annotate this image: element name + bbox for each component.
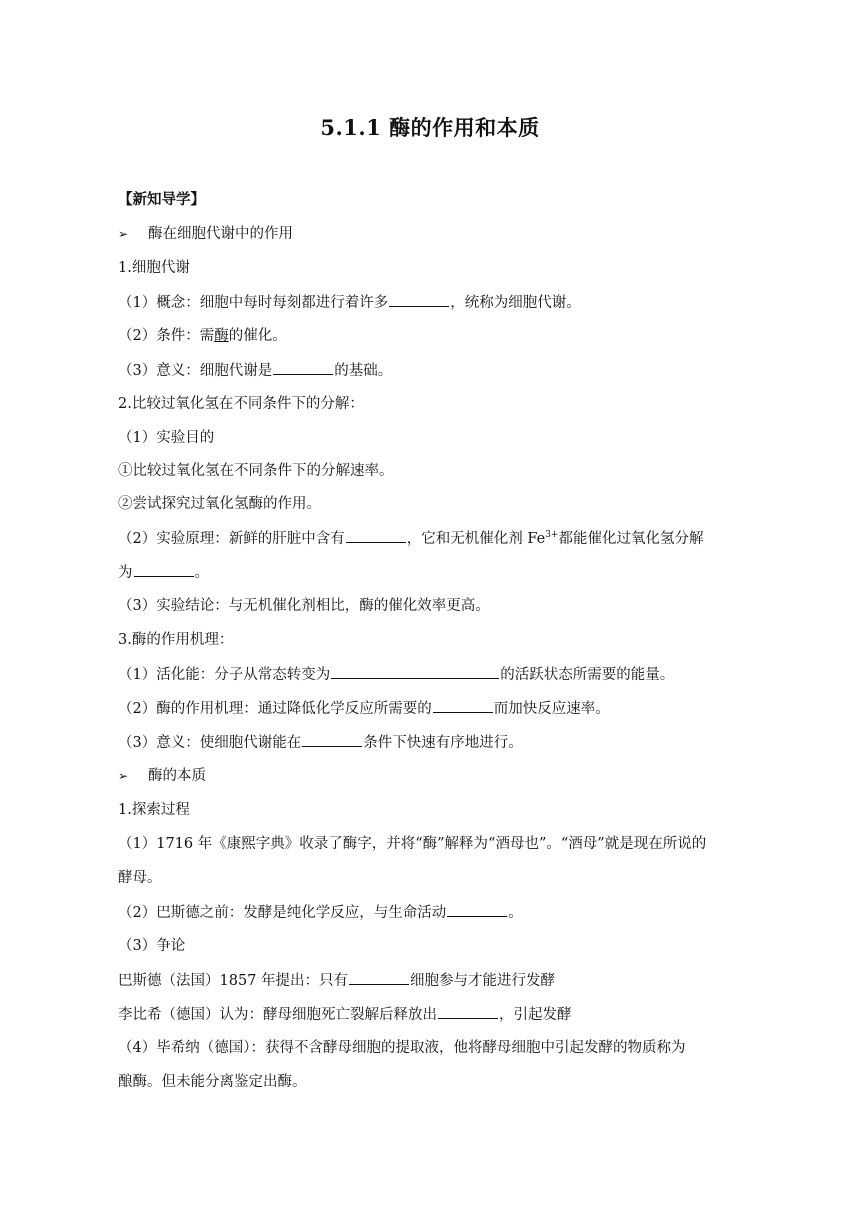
heading-enzyme-role (118, 224, 740, 244)
heading-enzyme-nature (118, 766, 740, 786)
fill-blank (273, 360, 333, 375)
heading-text: 酶的本质 (148, 768, 206, 784)
paragraph: 2.比较过氧化氢在不同条件下的分解： (118, 396, 364, 412)
fill-blank (134, 562, 194, 577)
paragraph: （1）概念：细胞中每时每刻都进行着许多 ，统称为细胞代谢。 (118, 292, 740, 313)
fill-blank (349, 970, 409, 985)
paragraph: （2）条件：需酶的催化。 (118, 328, 287, 344)
section-label: 【新知导学】 (118, 191, 205, 208)
page-title: 5.1.1 酶的作用和本质 (320, 115, 540, 140)
paragraph: 3.酶的作用机理： (118, 632, 234, 648)
paragraph: （1）活化能：分子从常态转变为 的活跃状态所需要的能量。 (118, 664, 740, 685)
paragraph: （3）意义：使细胞代谢能在 条件下快速有序地进行。 (118, 732, 740, 753)
fill-blank (447, 902, 507, 917)
paragraph: （3）意义：细胞代谢是 的基础。 (118, 360, 740, 381)
heading-text: 酶在细胞代谢中的作用 (148, 226, 293, 242)
paragraph: 巴斯德（法国）1857 年提出：只有 细胞参与才能进行发酵 (118, 970, 740, 991)
paragraph: （3）争论 (118, 938, 186, 954)
fill-blank (302, 732, 362, 747)
paragraph: 1.探索过程 (118, 802, 190, 818)
paragraph: （2）实验原理：新鲜的肝脏中含有 ，它和无机催化剂 $Fe^{3+}$都能催化过氧化氢分解 (118, 528, 740, 549)
paragraph: 1.细胞代谢 (118, 260, 190, 276)
fill-blank (331, 664, 499, 679)
fill-blank (389, 292, 449, 307)
paragraph: 李比希（德国）认为：酵母细胞死亡裂解后释放出 ，引起发酵 (118, 1004, 740, 1025)
paragraph: ②尝试探究过氧化氢酶的作用。 (118, 496, 321, 512)
paragraph: 为 。 (118, 562, 740, 583)
arrow-bullet-icon: ➢ (118, 769, 129, 783)
paragraph: （2）酶的作用机理：通过降低化学反应所需要的 而加快反应速率。 (118, 698, 740, 719)
paragraph: （2）巴斯德之前：发酵是纯化学反应，与生命活动 。 (118, 902, 740, 923)
paragraph: （3）实验结论：与无机催化剂相比，酶的催化效率更高。 (118, 598, 490, 614)
arrow-bullet-icon: ➢ (118, 227, 129, 241)
fill-blank (433, 698, 493, 713)
paragraph: （1）1716 年《康熙字典》收录了酶字，并将“酶”解释为“酒母也”。“酒母”就是现在所说的 (118, 836, 707, 852)
paragraph: 酵母。 (118, 870, 162, 886)
fill-blank (438, 1004, 498, 1019)
paragraph: 酿酶。但未能分离鉴定出酶。 (118, 1074, 307, 1090)
paragraph: ①比较过氧化氢在不同条件下的分解速率。 (118, 463, 394, 479)
paragraph: （4）毕希纳（德国）：获得不含酵母细胞的提取液，他将酵母细胞中引起发酵的物质称为 (118, 1040, 686, 1056)
fill-blank (346, 528, 406, 543)
paragraph: （1）实验目的 (118, 430, 215, 446)
